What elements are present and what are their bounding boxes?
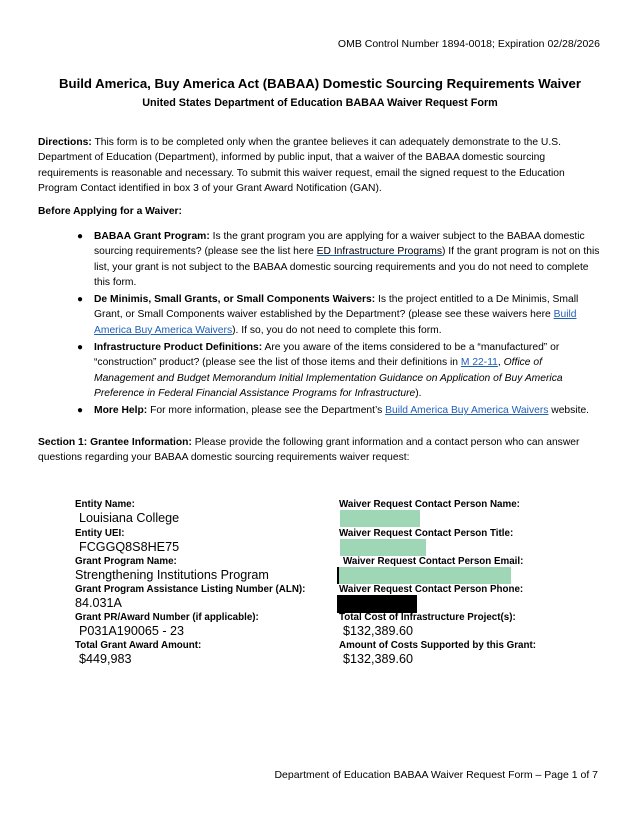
award-number-value[interactable]: P031A190065 - 23 (79, 624, 185, 638)
bullet-product-definitions (38, 340, 604, 401)
bullet-text: ). If so, you do not need to complete this form. (232, 324, 442, 336)
page-subtitle: United States Department of Education BABAA Waiver Request Form (142, 97, 498, 109)
total-cost-value[interactable]: $132,389.60 (343, 624, 414, 638)
contact-title-label: Waiver Request Contact Person Title: (339, 528, 514, 539)
bullet-label: More Help: (94, 405, 148, 417)
bullet-icon: ● (77, 342, 84, 354)
entity-uei-label: Entity UEI: (75, 528, 125, 539)
bullet-icon: ● (77, 231, 84, 242)
aln-label: Grant Program Assistance Listing Number (ALN): (75, 584, 306, 595)
bullet-icon: ● (77, 405, 84, 417)
contact-name-label: Waiver Request Contact Person Name: (339, 499, 520, 510)
babaa-waivers-website-link[interactable]: Build America Buy America Waivers (385, 405, 549, 417)
section1-text: Please provide the following grant information and a contact person who can answer questions regarding your BABAA domestic sourcing requirements waiver request: (38, 437, 580, 464)
total-award-label: Total Grant Award Amount: (75, 640, 202, 651)
bullet-grant-program (38, 229, 604, 290)
aln-value[interactable]: 84.031A (75, 596, 122, 610)
contact-phone-redacted[interactable] (337, 595, 417, 613)
bullet-text: For more information, please see the Department’s (147, 405, 386, 417)
supported-amount-value[interactable]: $132,389.60 (343, 652, 414, 666)
bullet-text: Is the grant program you are applying for a waiver subject to the BABAA domestic sourcing requirements? (please see the list here (94, 231, 585, 258)
directions-text: This form is to be completed only when the grantee believes it can adequately demonstrate to the U.S. Department of Education (Department), informed by public input, that a waiver of the BABAA domestic sourcing requirements is reasonable and necessary. To submit this waiver request, email the signed request to the Education Program Contact identified in box 3 of your Grant Award Notification (GAN). (38, 137, 565, 194)
award-number-label: Grant PR/Award Number (if applicable): (75, 612, 259, 623)
entity-name-value[interactable]: Louisiana College (79, 511, 180, 525)
bullet-label: De Minimis, Small Grants, or Small Components Waivers: (94, 294, 376, 306)
bullet-text: , (497, 357, 504, 369)
contact-name-redacted[interactable] (340, 510, 420, 527)
total-award-value[interactable]: $449,983 (79, 652, 132, 666)
contact-title-redacted[interactable] (340, 539, 426, 556)
bullet-text: website. (548, 405, 590, 417)
before-applying-heading: Before Applying for a Waiver: (38, 206, 182, 217)
page-title: Build America, Buy America Act (BABAA) Domestic Sourcing Requirements Waiver (59, 76, 581, 91)
ed-infrastructure-programs-link[interactable]: ED Infrastructure Programs (316, 246, 442, 258)
bullet-text: Are you aware of the items considered to be a “manufactured” or “construction” product? (please see the list of those items and their definitions in (94, 342, 560, 369)
page-footer: Department of Education BABAA Waiver Request Form – Page 1 of 7 (274, 769, 598, 781)
directions-paragraph (38, 135, 606, 196)
section1-label: Section 1: Grantee Information: (38, 437, 192, 448)
supported-amount-label: Amount of Costs Supported by this Grant: (339, 640, 537, 651)
contact-email-label: Waiver Request Contact Person Email: (343, 556, 524, 567)
bullet-text: Is the project entitled to a De Minimis, Small Grant, or Small Components waiver established by the Department? (please see these waivers here (94, 294, 579, 321)
bullet-text: ) If the grant program is not on this list, your grant is not subject to the BABAA domestic sourcing requirements and you do not need to complete this form. (94, 246, 600, 288)
memo-title: Office of Management and Budget Memorandum Initial Implementation Guidance on Application of Buy America Preference in Federal Financial Assistance Programs for Infrastructure (94, 357, 563, 399)
total-cost-label: Total Cost of Infrastructure Project(s): (339, 612, 516, 623)
m-22-11-link[interactable]: M 22-11 (460, 357, 498, 369)
entity-name-label: Entity Name: (75, 499, 135, 510)
babaa-waivers-link[interactable]: Build America Buy America Waivers (94, 309, 577, 336)
before-applying-list (38, 229, 604, 421)
omb-control-number: OMB Control Number 1894-0018; Expiration 02/28/2026 (337, 38, 600, 50)
bullet-label: Infrastructure Product Definitions: (94, 342, 263, 354)
directions-label: Directions: (38, 137, 92, 148)
entity-uei-value[interactable]: FCGGQ8S8HE75 (79, 540, 180, 554)
bullet-text: ). (415, 387, 422, 399)
contact-phone-label: Waiver Request Contact Person Phone: (339, 584, 524, 595)
bullet-icon: ● (77, 294, 84, 306)
bullet-waivers (38, 292, 604, 338)
bullet-more-help (38, 403, 604, 418)
bullet-label: BABAA Grant Program: (94, 231, 210, 242)
program-name-value[interactable]: Strengthening Institutions Program (75, 568, 269, 582)
program-name-label: Grant Program Name: (75, 556, 177, 567)
section1-paragraph (38, 435, 604, 466)
contact-email-redacted[interactable] (337, 567, 511, 584)
